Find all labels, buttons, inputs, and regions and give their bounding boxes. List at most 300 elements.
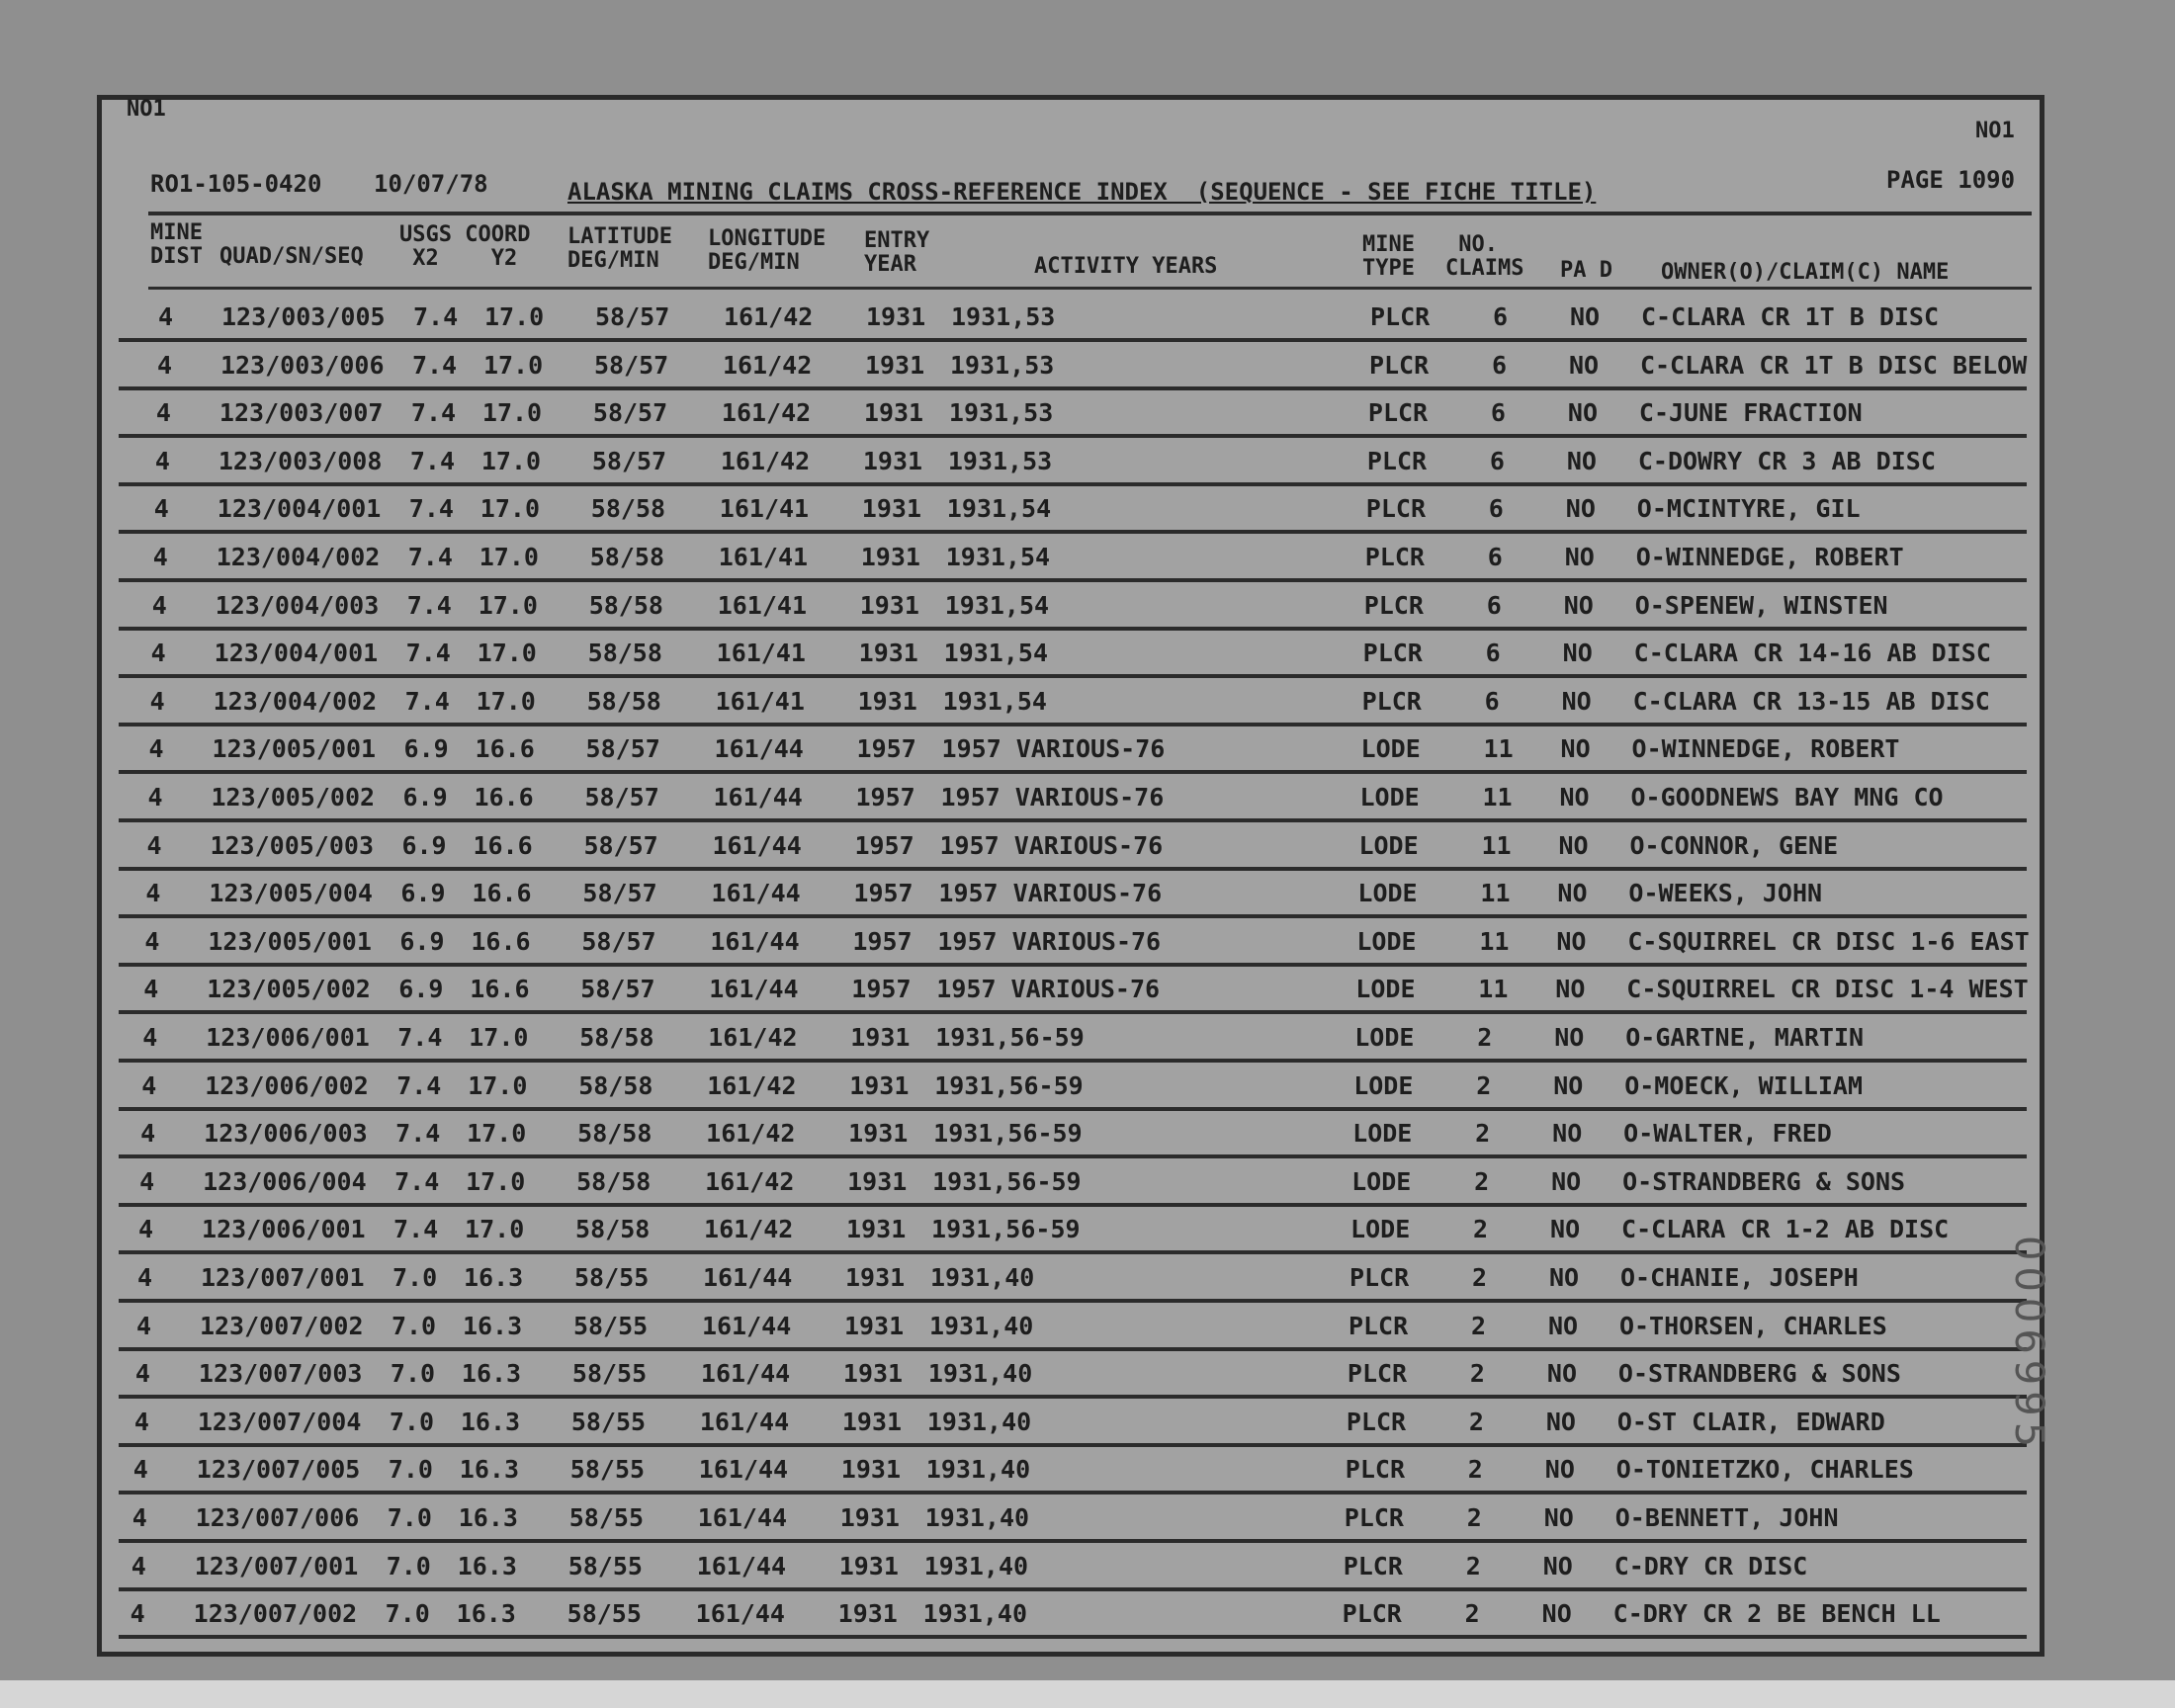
cell-mine-dist: 4 (158, 302, 174, 331)
cell-activity: 1931,40 (928, 1311, 1034, 1340)
cell-usgs-x2: 7.4 (407, 543, 453, 571)
frame-number: 0006995 (2006, 1236, 2051, 1454)
cell-entry-year: 1931 (863, 398, 924, 428)
cell-mine-type: PLCR (1365, 494, 1427, 524)
col-header-entry-year: ENTRY YEAR (864, 228, 930, 277)
cell-usgs-x2: 7.4 (413, 302, 459, 331)
cell-mine-type: LODE (1358, 830, 1419, 860)
cell-entry-year: 1931 (861, 494, 922, 524)
cell-latitude: 58/55 (568, 1503, 645, 1532)
cell-mine-dist: 4 (140, 1119, 156, 1149)
cell-latitude: 58/55 (570, 1407, 647, 1436)
cell-pa: NO (1554, 1023, 1585, 1052)
cell-mine-type: LODE (1355, 975, 1416, 1004)
cell-pa: NO (1563, 590, 1594, 620)
cell-latitude: 58/57 (582, 879, 657, 908)
cell-entry-year: 1957 (855, 783, 915, 811)
cell-quad: 123/004/002 (216, 543, 381, 571)
table-row (0, 388, 2175, 436)
cell-usgs-y2: 16.6 (472, 879, 532, 908)
col-header-pa: PA D (1560, 258, 1612, 283)
cell-no-claims: 2 (1477, 1023, 1493, 1052)
cell-latitude: 58/57 (585, 734, 660, 764)
cell-mine-dist: 4 (147, 783, 163, 811)
cell-activity: 1931,53 (948, 398, 1054, 428)
cell-latitude: 58/55 (567, 1551, 643, 1580)
cell-no-claims: 11 (1483, 734, 1514, 764)
cell-no-claims: 2 (1469, 1359, 1485, 1389)
cell-latitude: 58/55 (572, 1311, 649, 1340)
cell-owner-claim: C-DRY CR 2 BE BENCH LL (1612, 1599, 1941, 1629)
cell-pa: NO (1564, 543, 1595, 571)
cell-usgs-y2: 16.3 (458, 1503, 518, 1532)
cell-activity: 1931,40 (930, 1263, 1035, 1292)
cell-pa: NO (1555, 975, 1586, 1004)
cell-mine-type: PLCR (1348, 1311, 1409, 1340)
cell-quad: 123/004/001 (217, 494, 382, 524)
cell-longitude: 161/44 (697, 1503, 788, 1532)
table-row (0, 437, 2175, 484)
table-row (0, 965, 2175, 1012)
cell-mine-type: PLCR (1345, 1455, 1406, 1485)
cell-activity: 1931,53 (947, 446, 1053, 475)
cell-mine-dist: 4 (134, 1359, 150, 1389)
cell-mine-type: PLCR (1363, 590, 1424, 620)
cell-usgs-y2: 16.3 (459, 1455, 520, 1485)
cell-mine-type: PLCR (1349, 1263, 1410, 1292)
col-header-latitude: LATITUDE DEG/MIN (567, 224, 672, 273)
cell-quad: 123/007/003 (198, 1359, 363, 1389)
cell-mine-dist: 4 (135, 1311, 151, 1340)
cell-no-claims: 2 (1470, 1311, 1486, 1340)
cell-quad: 123/006/001 (202, 1215, 366, 1244)
cell-usgs-x2: 7.0 (388, 1455, 433, 1485)
table-row (0, 1445, 2175, 1493)
cell-entry-year: 1931 (838, 1551, 899, 1580)
cell-usgs-y2: 17.0 (481, 398, 543, 428)
header-rule-top (148, 212, 2032, 215)
cell-owner-claim: O-THORSEN, CHARLES (1618, 1311, 1887, 1340)
cell-longitude: 161/44 (714, 734, 804, 764)
cell-usgs-y2: 17.0 (465, 1215, 525, 1244)
cell-entry-year: 1931 (837, 1599, 898, 1629)
table-row (0, 293, 2175, 340)
cell-owner-claim: C-CLARA CR 14-16 AB DISC (1633, 639, 1991, 668)
row-rule (119, 1635, 2027, 1639)
cell-no-claims: 11 (1482, 783, 1513, 811)
cell-no-claims: 2 (1466, 1503, 1482, 1532)
cell-usgs-x2: 7.0 (389, 1407, 434, 1436)
cell-quad: 123/003/008 (218, 446, 383, 475)
cell-entry-year: 1957 (852, 926, 913, 956)
cell-quad: 123/007/006 (195, 1503, 360, 1532)
cell-activity: 1957 VARIOUS-76 (936, 975, 1161, 1004)
cell-longitude: 161/44 (701, 1311, 792, 1340)
cell-mine-dist: 4 (144, 926, 160, 956)
cell-entry-year: 1931 (858, 639, 918, 668)
cell-latitude: 58/57 (583, 830, 658, 860)
cell-longitude: 161/44 (696, 1551, 786, 1580)
cell-owner-claim: C-CLARA CR 1T B DISC (1641, 302, 1940, 331)
cell-pa: NO (1558, 830, 1589, 860)
cell-quad: 123/007/001 (201, 1263, 365, 1292)
cell-usgs-x2: 7.4 (408, 494, 454, 524)
cell-owner-claim: O-WALTER, FRED (1623, 1119, 1832, 1149)
cell-mine-type: PLCR (1366, 446, 1428, 475)
cell-entry-year: 1931 (850, 1023, 911, 1052)
cell-no-claims: 6 (1486, 590, 1502, 620)
cell-longitude: 161/41 (716, 639, 806, 668)
table-row (0, 1013, 2175, 1061)
cell-usgs-x2: 7.4 (404, 686, 450, 716)
cell-entry-year: 1931 (841, 1407, 903, 1436)
table-row (0, 917, 2175, 965)
table-row (0, 533, 2175, 580)
cell-quad: 123/004/003 (215, 590, 380, 620)
cell-longitude: 161/44 (709, 975, 799, 1004)
cell-no-claims: 2 (1467, 1455, 1483, 1485)
cell-usgs-x2: 7.0 (387, 1503, 432, 1532)
cell-entry-year: 1931 (860, 543, 920, 571)
cell-usgs-y2: 17.0 (467, 1119, 527, 1149)
cell-owner-claim: O-STRANDBERG & SONS (1622, 1166, 1906, 1196)
cell-entry-year: 1931 (843, 1311, 905, 1340)
cell-owner-claim: C-DOWRY CR 3 AB DISC (1637, 446, 1936, 475)
col-header-mine-type: MINE TYPE (1362, 232, 1415, 281)
cell-quad: 123/003/006 (219, 350, 385, 380)
cell-quad: 123/006/003 (204, 1119, 368, 1149)
cell-activity: 1931,40 (927, 1359, 1033, 1389)
cell-mine-dist: 4 (139, 1166, 155, 1196)
cell-no-claims: 11 (1480, 879, 1511, 908)
table-row (0, 629, 2175, 676)
table-row (0, 773, 2175, 820)
cell-usgs-x2: 7.4 (394, 1166, 440, 1196)
table-row (0, 1205, 2175, 1252)
cell-mine-dist: 4 (149, 686, 165, 716)
report-id: RO1-105-0420 (150, 170, 322, 198)
cell-no-claims: 2 (1472, 1263, 1488, 1292)
cell-longitude: 161/41 (718, 543, 809, 571)
cell-no-claims: 6 (1488, 494, 1504, 524)
cell-mine-dist: 4 (145, 879, 161, 908)
cell-latitude: 58/58 (589, 543, 665, 571)
cell-mine-dist: 4 (141, 1070, 157, 1100)
cell-pa: NO (1542, 1551, 1573, 1580)
cell-longitude: 161/44 (703, 1263, 793, 1292)
table-row (0, 1302, 2175, 1349)
cell-mine-type: LODE (1356, 926, 1417, 956)
cell-usgs-y2: 17.0 (476, 686, 536, 716)
cell-longitude: 161/44 (711, 879, 801, 908)
cell-activity: 1957 VARIOUS-76 (938, 879, 1163, 908)
cell-latitude: 58/57 (591, 446, 667, 475)
cell-usgs-x2: 7.4 (409, 446, 455, 475)
cell-owner-claim: O-TONIETZKO, CHARLES (1615, 1455, 1914, 1485)
cell-pa: NO (1559, 783, 1590, 811)
cell-entry-year: 1931 (846, 1215, 907, 1244)
cell-pa: NO (1556, 926, 1587, 956)
cell-mine-dist: 4 (146, 830, 162, 860)
cell-usgs-x2: 6.9 (398, 975, 444, 1004)
cell-activity: 1931,40 (926, 1407, 1032, 1436)
table-row (0, 1157, 2175, 1205)
table-row (0, 869, 2175, 916)
cell-mine-type: LODE (1357, 879, 1418, 908)
cell-quad: 123/004/001 (214, 639, 379, 668)
cell-longitude: 161/42 (724, 302, 814, 331)
cell-no-claims: 6 (1484, 686, 1500, 716)
cell-mine-dist: 4 (132, 1455, 148, 1485)
cell-pa: NO (1570, 302, 1601, 331)
cell-latitude: 58/57 (581, 926, 656, 956)
cell-longitude: 161/44 (700, 1359, 791, 1389)
cell-mine-type: PLCR (1362, 639, 1423, 668)
col-header-quad: QUAD/SN/SEQ (219, 244, 364, 269)
cell-entry-year: 1931 (847, 1166, 908, 1196)
cell-quad: 123/007/001 (194, 1551, 359, 1580)
cell-usgs-y2: 17.0 (468, 1070, 528, 1100)
cell-usgs-y2: 16.6 (470, 975, 530, 1004)
cell-latitude: 58/57 (584, 783, 659, 811)
cell-usgs-y2: 16.3 (460, 1407, 521, 1436)
cell-pa: NO (1550, 1215, 1581, 1244)
cell-longitude: 161/42 (704, 1215, 794, 1244)
cell-pa: NO (1553, 1070, 1584, 1100)
cell-usgs-x2: 7.0 (392, 1263, 438, 1292)
cell-entry-year: 1931 (848, 1119, 909, 1149)
cell-quad: 123/006/002 (205, 1070, 369, 1100)
cell-activity: 1931,40 (922, 1599, 1027, 1629)
cell-quad: 123/004/002 (213, 686, 378, 716)
cell-longitude: 161/41 (719, 494, 810, 524)
cell-mine-dist: 4 (150, 639, 166, 668)
cell-quad: 123/006/004 (203, 1166, 367, 1196)
cell-latitude: 58/55 (569, 1455, 646, 1485)
cell-latitude: 58/58 (586, 686, 661, 716)
table-row (0, 1349, 2175, 1397)
cell-latitude: 58/58 (575, 1215, 651, 1244)
cell-no-claims: 11 (1481, 830, 1512, 860)
cell-owner-claim: O-GARTNE, MARTIN (1625, 1023, 1865, 1052)
cell-latitude: 58/58 (579, 1023, 654, 1052)
cell-activity: 1931,56-59 (934, 1070, 1084, 1100)
cell-mine-type: LODE (1350, 1215, 1411, 1244)
cell-latitude: 58/55 (566, 1599, 642, 1629)
cell-quad: 123/005/003 (210, 830, 375, 860)
cell-entry-year: 1931 (839, 1503, 900, 1532)
cell-entry-year: 1931 (866, 302, 926, 331)
cell-longitude: 161/44 (712, 830, 802, 860)
cell-mine-dist: 4 (131, 1503, 147, 1532)
cell-mine-dist: 4 (151, 590, 167, 620)
cell-longitude: 161/41 (715, 686, 805, 716)
cell-quad: 123/006/001 (206, 1023, 370, 1052)
cell-longitude: 161/42 (707, 1070, 797, 1100)
cell-usgs-x2: 6.9 (402, 783, 448, 811)
cell-owner-claim: C-CLARA CR 1T B DISC BELOW (1639, 350, 2028, 380)
cell-mine-dist: 4 (156, 350, 172, 380)
cell-usgs-y2: 17.0 (484, 302, 545, 331)
cell-usgs-y2: 16.3 (457, 1551, 517, 1580)
cell-mine-type: PLCR (1342, 1599, 1402, 1629)
cell-latitude: 58/58 (576, 1166, 652, 1196)
cell-usgs-x2: 7.4 (397, 1023, 443, 1052)
cell-usgs-x2: 7.0 (391, 1311, 437, 1340)
col-header-usgs-coord: USGS COORD X2 Y2 (399, 222, 531, 271)
cell-activity: 1931,54 (943, 639, 1048, 668)
cell-activity: 1931,54 (946, 494, 1052, 524)
cell-owner-claim: C-SQUIRREL CR DISC 1-4 WEST (1626, 975, 2029, 1004)
cell-longitude: 161/42 (720, 446, 811, 475)
col-header-no-claims: NO. CLAIMS (1445, 232, 1524, 281)
cell-entry-year: 1931 (859, 590, 919, 620)
cell-activity: 1931,54 (942, 686, 1047, 716)
cell-usgs-y2: 16.6 (474, 783, 534, 811)
cell-pa: NO (1546, 1359, 1577, 1389)
corner-mark-left: NO1 (127, 97, 166, 122)
film-edge (0, 1680, 2175, 1708)
cell-no-claims: 2 (1464, 1599, 1480, 1629)
cell-mine-type: PLCR (1368, 350, 1430, 380)
cell-usgs-y2: 16.3 (462, 1311, 523, 1340)
cell-quad: 123/005/002 (211, 783, 376, 811)
cell-usgs-x2: 7.0 (386, 1551, 431, 1580)
cell-activity: 1957 VARIOUS-76 (941, 734, 1166, 764)
cell-pa: NO (1565, 494, 1596, 524)
table-row (0, 725, 2175, 772)
cell-latitude: 58/58 (587, 639, 662, 668)
cell-latitude: 58/58 (590, 494, 666, 524)
cell-latitude: 58/57 (595, 302, 670, 331)
cell-entry-year: 1931 (862, 446, 923, 475)
cell-owner-claim: C-JUNE FRACTION (1638, 398, 1863, 428)
cell-activity: 1931,40 (924, 1503, 1030, 1532)
cell-usgs-y2: 16.3 (461, 1359, 522, 1389)
cell-pa: NO (1547, 1311, 1579, 1340)
cell-pa: NO (1549, 1263, 1580, 1292)
cell-usgs-x2: 7.0 (390, 1359, 436, 1389)
cell-entry-year: 1931 (849, 1070, 910, 1100)
cell-usgs-x2: 6.9 (400, 879, 446, 908)
cell-owner-claim: O-MOECK, WILLIAM (1624, 1070, 1864, 1100)
cell-mine-dist: 4 (130, 1551, 146, 1580)
cell-latitude: 58/58 (588, 590, 663, 620)
cell-pa: NO (1566, 446, 1597, 475)
cell-longitude: 161/42 (708, 1023, 798, 1052)
cell-mine-dist: 4 (138, 1215, 154, 1244)
cell-no-claims: 2 (1465, 1551, 1481, 1580)
cell-longitude: 161/42 (722, 350, 813, 380)
cell-usgs-x2: 7.4 (393, 1215, 439, 1244)
cell-activity: 1931,53 (949, 350, 1055, 380)
cell-no-claims: 2 (1475, 1119, 1491, 1149)
corner-mark-right: NO1 (1975, 119, 2015, 143)
cell-usgs-y2: 16.6 (471, 926, 531, 956)
cell-activity: 1957 VARIOUS-76 (940, 783, 1165, 811)
header-rule-bottom (148, 287, 2032, 290)
cell-no-claims: 6 (1493, 302, 1509, 331)
cell-latitude: 58/55 (571, 1359, 648, 1389)
cell-mine-dist: 4 (133, 1407, 149, 1436)
cell-owner-claim: O-MCINTYRE, GIL (1636, 494, 1861, 524)
report-date: 10/07/78 (374, 170, 488, 198)
cell-mine-type: PLCR (1343, 1551, 1403, 1580)
cell-mine-dist: 4 (155, 398, 171, 428)
cell-activity: 1931,56-59 (935, 1023, 1085, 1052)
cell-owner-claim: O-GOODNEWS BAY MNG CO (1630, 783, 1944, 811)
cell-pa: NO (1568, 350, 1600, 380)
cell-pa: NO (1560, 734, 1591, 764)
cell-pa: NO (1541, 1599, 1572, 1629)
cell-no-claims: 2 (1473, 1215, 1489, 1244)
cell-activity: 1931,54 (945, 543, 1051, 571)
cell-usgs-x2: 7.4 (405, 639, 451, 668)
cell-latitude: 58/57 (593, 350, 669, 380)
cell-activity: 1931,54 (944, 590, 1050, 620)
cell-activity: 1931,56-59 (933, 1119, 1083, 1149)
cell-quad: 123/007/004 (197, 1407, 362, 1436)
cell-mine-dist: 4 (137, 1263, 153, 1292)
table-row (0, 1253, 2175, 1301)
cell-pa: NO (1551, 1166, 1582, 1196)
cell-mine-type: LODE (1353, 1070, 1414, 1100)
cell-longitude: 161/42 (706, 1119, 796, 1149)
col-header-mine-dist: MINE DIST (150, 220, 203, 269)
cell-activity: 1931,40 (925, 1455, 1031, 1485)
cell-pa: NO (1562, 639, 1593, 668)
cell-usgs-x2: 6.9 (401, 830, 447, 860)
cell-quad: 123/007/002 (193, 1599, 358, 1629)
cell-usgs-x2: 7.4 (411, 350, 458, 380)
cell-mine-type: PLCR (1364, 543, 1425, 571)
cell-latitude: 58/58 (577, 1119, 652, 1149)
cell-mine-type: LODE (1351, 1166, 1412, 1196)
cell-longitude: 161/42 (705, 1166, 795, 1196)
cell-usgs-y2: 17.0 (477, 639, 537, 668)
cell-mine-dist: 4 (152, 543, 168, 571)
cell-mine-type: LODE (1360, 734, 1421, 764)
cell-mine-dist: 4 (143, 975, 159, 1004)
cell-usgs-x2: 7.0 (385, 1599, 430, 1629)
cell-pa: NO (1552, 1119, 1583, 1149)
cell-latitude: 58/57 (580, 975, 655, 1004)
cell-longitude: 161/44 (698, 1455, 789, 1485)
cell-activity: 1931,56-59 (931, 1215, 1081, 1244)
table-row (0, 341, 2175, 388)
cell-entry-year: 1957 (856, 734, 916, 764)
cell-owner-claim: C-DRY CR DISC (1613, 1551, 1808, 1580)
cell-owner-claim: O-STRANDBERG & SONS (1617, 1359, 1901, 1389)
cell-quad: 123/007/002 (199, 1311, 364, 1340)
cell-no-claims: 6 (1487, 543, 1503, 571)
cell-no-claims: 6 (1490, 398, 1506, 428)
cell-usgs-y2: 17.0 (479, 494, 541, 524)
cell-usgs-y2: 17.0 (482, 350, 544, 380)
cell-no-claims: 11 (1479, 926, 1510, 956)
cell-owner-claim: O-WINNEDGE, ROBERT (1635, 543, 1904, 571)
cell-longitude: 161/41 (717, 590, 807, 620)
cell-entry-year: 1931 (842, 1359, 904, 1389)
cell-usgs-y2: 16.3 (456, 1599, 516, 1629)
cell-mine-type: LODE (1354, 1023, 1415, 1052)
page-number: PAGE 1090 (1886, 166, 2016, 194)
cell-usgs-x2: 7.4 (406, 590, 452, 620)
cell-usgs-y2: 17.0 (466, 1166, 526, 1196)
cell-mine-type: PLCR (1344, 1503, 1404, 1532)
cell-usgs-y2: 17.0 (478, 543, 539, 571)
cell-quad: 123/005/002 (207, 975, 371, 1004)
